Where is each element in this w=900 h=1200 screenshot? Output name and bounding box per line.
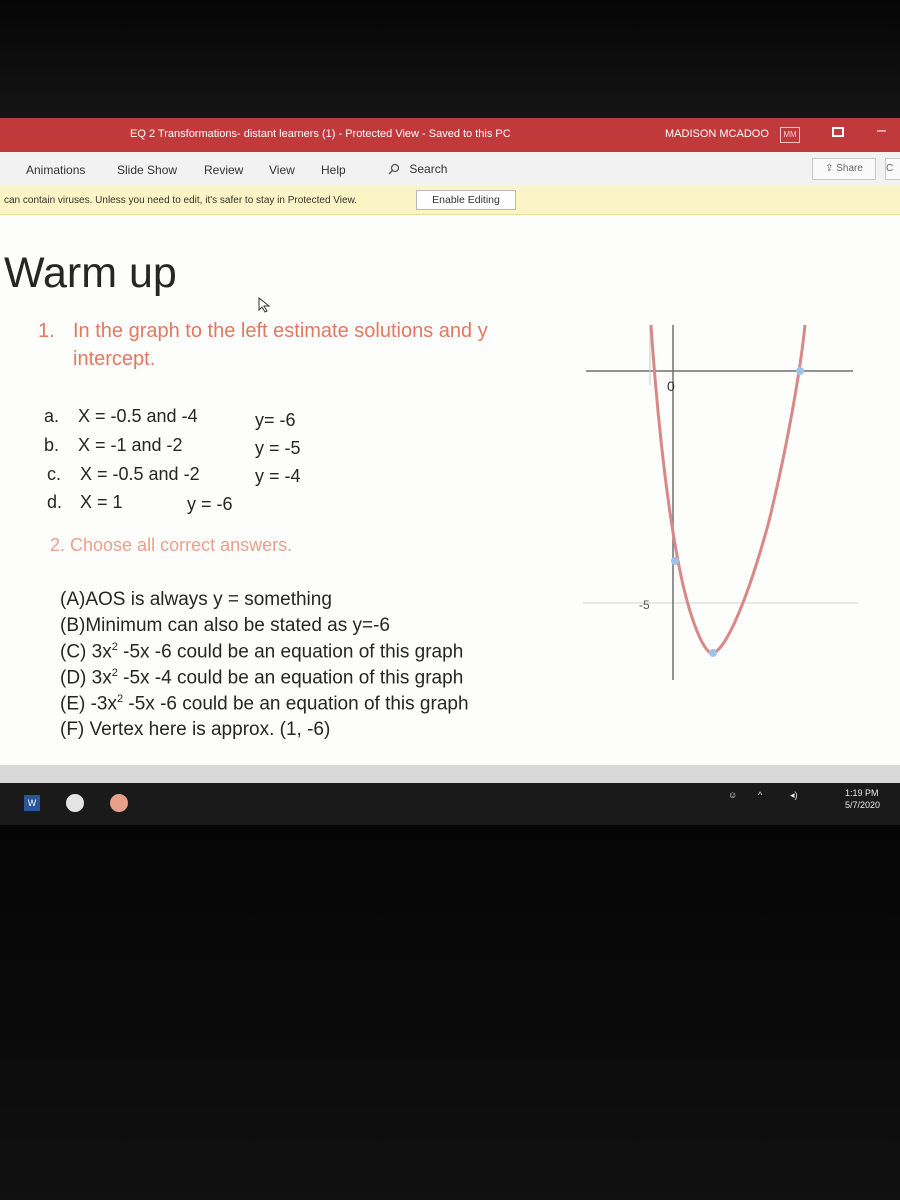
tab-view[interactable]: View bbox=[269, 163, 295, 177]
answer-e bbox=[60, 693, 469, 715]
option-c-y: y = -4 bbox=[255, 466, 301, 486]
answer-d-text: (D) 3x bbox=[60, 667, 112, 689]
answer-f-text: (F) Vertex here is approx. (1, -6) bbox=[60, 719, 331, 740]
answer-d-rest: -5x -4 could be an equation of this graph bbox=[117, 667, 464, 689]
search-label: Search bbox=[409, 162, 448, 176]
volume-icon[interactable]: ◂) bbox=[790, 790, 798, 800]
person-icon[interactable]: ☺ bbox=[728, 790, 738, 800]
option-a-x: X = -0.5 and -4 bbox=[78, 406, 198, 426]
powerpoint-taskbar-icon[interactable] bbox=[110, 794, 128, 812]
answer-e-text: (E) -3x bbox=[60, 693, 117, 715]
chevron-up-icon[interactable]: ^ bbox=[758, 790, 763, 800]
user-avatar[interactable]: MM bbox=[780, 127, 800, 143]
y-intercept-point bbox=[671, 557, 679, 565]
answer-f bbox=[60, 719, 330, 741]
answer-c-text: (C) 3x bbox=[60, 641, 112, 663]
powerpoint-status-bar bbox=[0, 765, 900, 783]
mouse-pointer-icon bbox=[258, 297, 272, 313]
option-letter-d: d. bbox=[47, 492, 63, 512]
answer-c-rest: -5x -6 could be an equation of this graph bbox=[117, 641, 464, 663]
option-letter-a: a. bbox=[44, 406, 60, 426]
share-button[interactable] bbox=[812, 158, 876, 180]
x-intercept-point bbox=[796, 367, 804, 375]
answer-b-text: (B)Minimum can also be stated as y=-6 bbox=[60, 615, 390, 636]
answer-d-exponent: 2 bbox=[111, 667, 118, 679]
tab-review[interactable]: Review bbox=[204, 163, 244, 177]
answer-b bbox=[60, 615, 390, 637]
document-title: EQ 2 Transformations- distant learners (1) - Protected View - Saved to this PC bbox=[130, 128, 511, 140]
option-b-y: y = -5 bbox=[255, 438, 301, 458]
search-box[interactable] bbox=[388, 162, 447, 176]
answer-a-text: (A)AOS is always y = something bbox=[60, 589, 332, 610]
option-letter-b: b. bbox=[44, 435, 60, 455]
user-name[interactable]: MADISON MCADOO bbox=[665, 128, 769, 140]
word-taskbar-icon[interactable]: W bbox=[24, 795, 40, 811]
chrome-taskbar-icon[interactable] bbox=[66, 794, 84, 812]
answer-e-exponent: 2 bbox=[117, 693, 124, 705]
slide-canvas bbox=[0, 215, 900, 765]
clock-time[interactable]: 1:19 PM bbox=[845, 788, 879, 798]
minimize-icon[interactable]: – bbox=[877, 122, 886, 139]
origin-label: 0 bbox=[667, 378, 675, 394]
question-1-text: In the graph to the left estimate solutions and y intercept. bbox=[73, 320, 488, 370]
tab-help[interactable]: Help bbox=[321, 163, 346, 177]
option-letter-c: c. bbox=[47, 464, 62, 484]
question-2: 2. Choose all correct answers. bbox=[50, 535, 293, 555]
parabola-graph bbox=[583, 325, 858, 685]
answer-e-rest: -5x -6 could be an equation of this graph bbox=[123, 693, 469, 715]
comments-button[interactable]: C bbox=[885, 158, 900, 180]
option-a-y: y= -6 bbox=[255, 410, 296, 430]
clock-date[interactable]: 5/7/2020 bbox=[845, 800, 881, 810]
option-b-x: X = -1 and -2 bbox=[78, 435, 183, 455]
share-label: Share bbox=[836, 163, 863, 174]
protected-view-bar bbox=[0, 186, 900, 215]
search-icon bbox=[388, 163, 400, 175]
answer-d bbox=[60, 667, 463, 689]
option-d-x: X = 1 bbox=[80, 492, 123, 512]
option-d-y: y = -6 bbox=[187, 494, 233, 514]
answer-c bbox=[60, 641, 463, 663]
option-c-x: X = -0.5 and -2 bbox=[80, 464, 200, 484]
tab-slide-show[interactable]: Slide Show bbox=[117, 163, 178, 177]
slide-title: Warm up bbox=[4, 249, 177, 297]
title-bar bbox=[0, 118, 900, 152]
keyboard-area bbox=[0, 825, 900, 1200]
ribbon-tabs bbox=[0, 152, 900, 186]
answer-a bbox=[60, 589, 332, 611]
y-tick-label: -5 bbox=[639, 598, 650, 612]
parabola-curve bbox=[651, 325, 805, 653]
ribbon-display-options-icon[interactable] bbox=[832, 127, 844, 137]
monitor-bezel-top bbox=[0, 0, 900, 118]
protected-view-message: can contain viruses. Unless you need to edit, it's safer to stay in Protected View. bbox=[4, 195, 358, 206]
tab-animations[interactable]: Animations bbox=[26, 163, 86, 177]
question-1-number: 1. bbox=[38, 320, 55, 342]
share-icon: ⇪ bbox=[825, 163, 834, 174]
answer-c-exponent: 2 bbox=[111, 641, 118, 653]
vertex-point bbox=[709, 649, 717, 657]
enable-editing-button[interactable]: Enable Editing bbox=[416, 190, 516, 210]
